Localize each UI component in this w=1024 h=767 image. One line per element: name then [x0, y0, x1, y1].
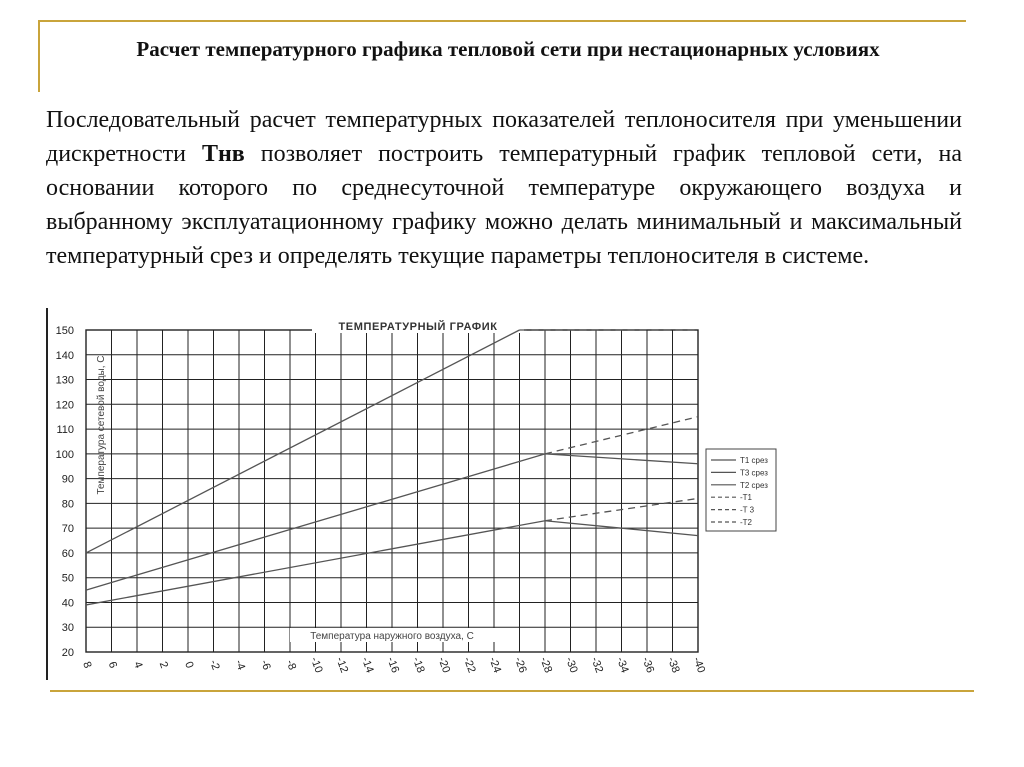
x-tick-label: -8 [283, 658, 299, 672]
y-tick-label: 30 [61, 622, 74, 635]
x-tick-label: -16 [384, 655, 402, 675]
legend-label-3: T2 срез [740, 480, 768, 490]
legend-label-1: T1 срез [740, 456, 768, 465]
y-tick-label: 110 [56, 424, 74, 437]
y-tick-label: 80 [61, 498, 74, 511]
x-tick-label: -12 [333, 655, 351, 675]
x-tick-label: -26 [511, 655, 529, 675]
x-tick-label: 4 [131, 660, 145, 670]
bottom-accent-rule [50, 690, 974, 692]
slide-title: Расчет температурного графика тепловой сети при нестационарных условиях [136, 37, 880, 61]
x-tick-label: -28 [537, 655, 555, 675]
y-tick-label: 130 [55, 374, 74, 387]
x-tick-label: -40 [690, 655, 708, 675]
y-tick-label: 40 [61, 597, 74, 610]
x-tick-label: -34 [613, 655, 631, 675]
x-tick-label: 0 [182, 660, 196, 670]
x-tick-label: -20 [435, 655, 453, 675]
x-tick-label: -18 [409, 655, 427, 675]
x-tick-label: -32 [588, 655, 606, 675]
y-tick-label: 120 [55, 399, 74, 412]
legend-label-2: T3 срез [740, 468, 768, 478]
y-tick-label: 50 [61, 572, 74, 585]
x-tick-label: -38 [664, 655, 682, 675]
legend-label-4: -T1 [740, 493, 752, 503]
y-tick-label: 90 [61, 473, 74, 486]
x-axis-label: Температура наружного воздуха, С [310, 631, 474, 642]
x-tick-label: -14 [358, 655, 376, 675]
x-tick-label: -36 [639, 655, 657, 675]
legend-label-5: -T 3 [740, 505, 755, 515]
y-tick-label: 60 [61, 547, 74, 560]
x-tick-label: -2 [207, 658, 222, 672]
x-tick-label: -30 [562, 655, 580, 675]
y-tick-label: 20 [61, 647, 74, 659]
x-tick-label: 6 [105, 660, 120, 670]
y-axis-label: Температура сетевой воды, С [96, 355, 107, 495]
paragraph-bold-term: Тнв [201, 141, 245, 167]
x-tick-label: -6 [258, 658, 273, 672]
paragraph-text-2: позволяет построить температурный график тепловой сети, на основании которого по среднесуточной температуре окружающего воздуха и выбранному эксплуатационному графику можно делать минимальный и максимальный температурный срез и определять текущие параметры теплоносителя в системе. [46, 141, 962, 269]
y-tick-label: 100 [55, 448, 74, 461]
chart-title: ТЕМПЕРАТУРНЫЙ ГРАФИК [338, 321, 498, 333]
x-tick-label: 8 [80, 660, 94, 670]
y-tick-label: 150 [55, 325, 74, 337]
x-tick-label: -22 [460, 655, 478, 675]
x-tick-label: -10 [307, 655, 325, 675]
y-tick-label: 140 [55, 349, 74, 362]
paragraph-text-1: Последовательный расчет температурных показателей теплоносителя при уменьшении дискретности [46, 107, 962, 167]
x-tick-label: 2 [156, 660, 171, 670]
y-tick-label: 70 [61, 523, 74, 536]
x-tick-label: -24 [486, 655, 504, 675]
x-tick-label: -4 [232, 658, 248, 672]
legend-label-6: -T2 [740, 518, 752, 527]
